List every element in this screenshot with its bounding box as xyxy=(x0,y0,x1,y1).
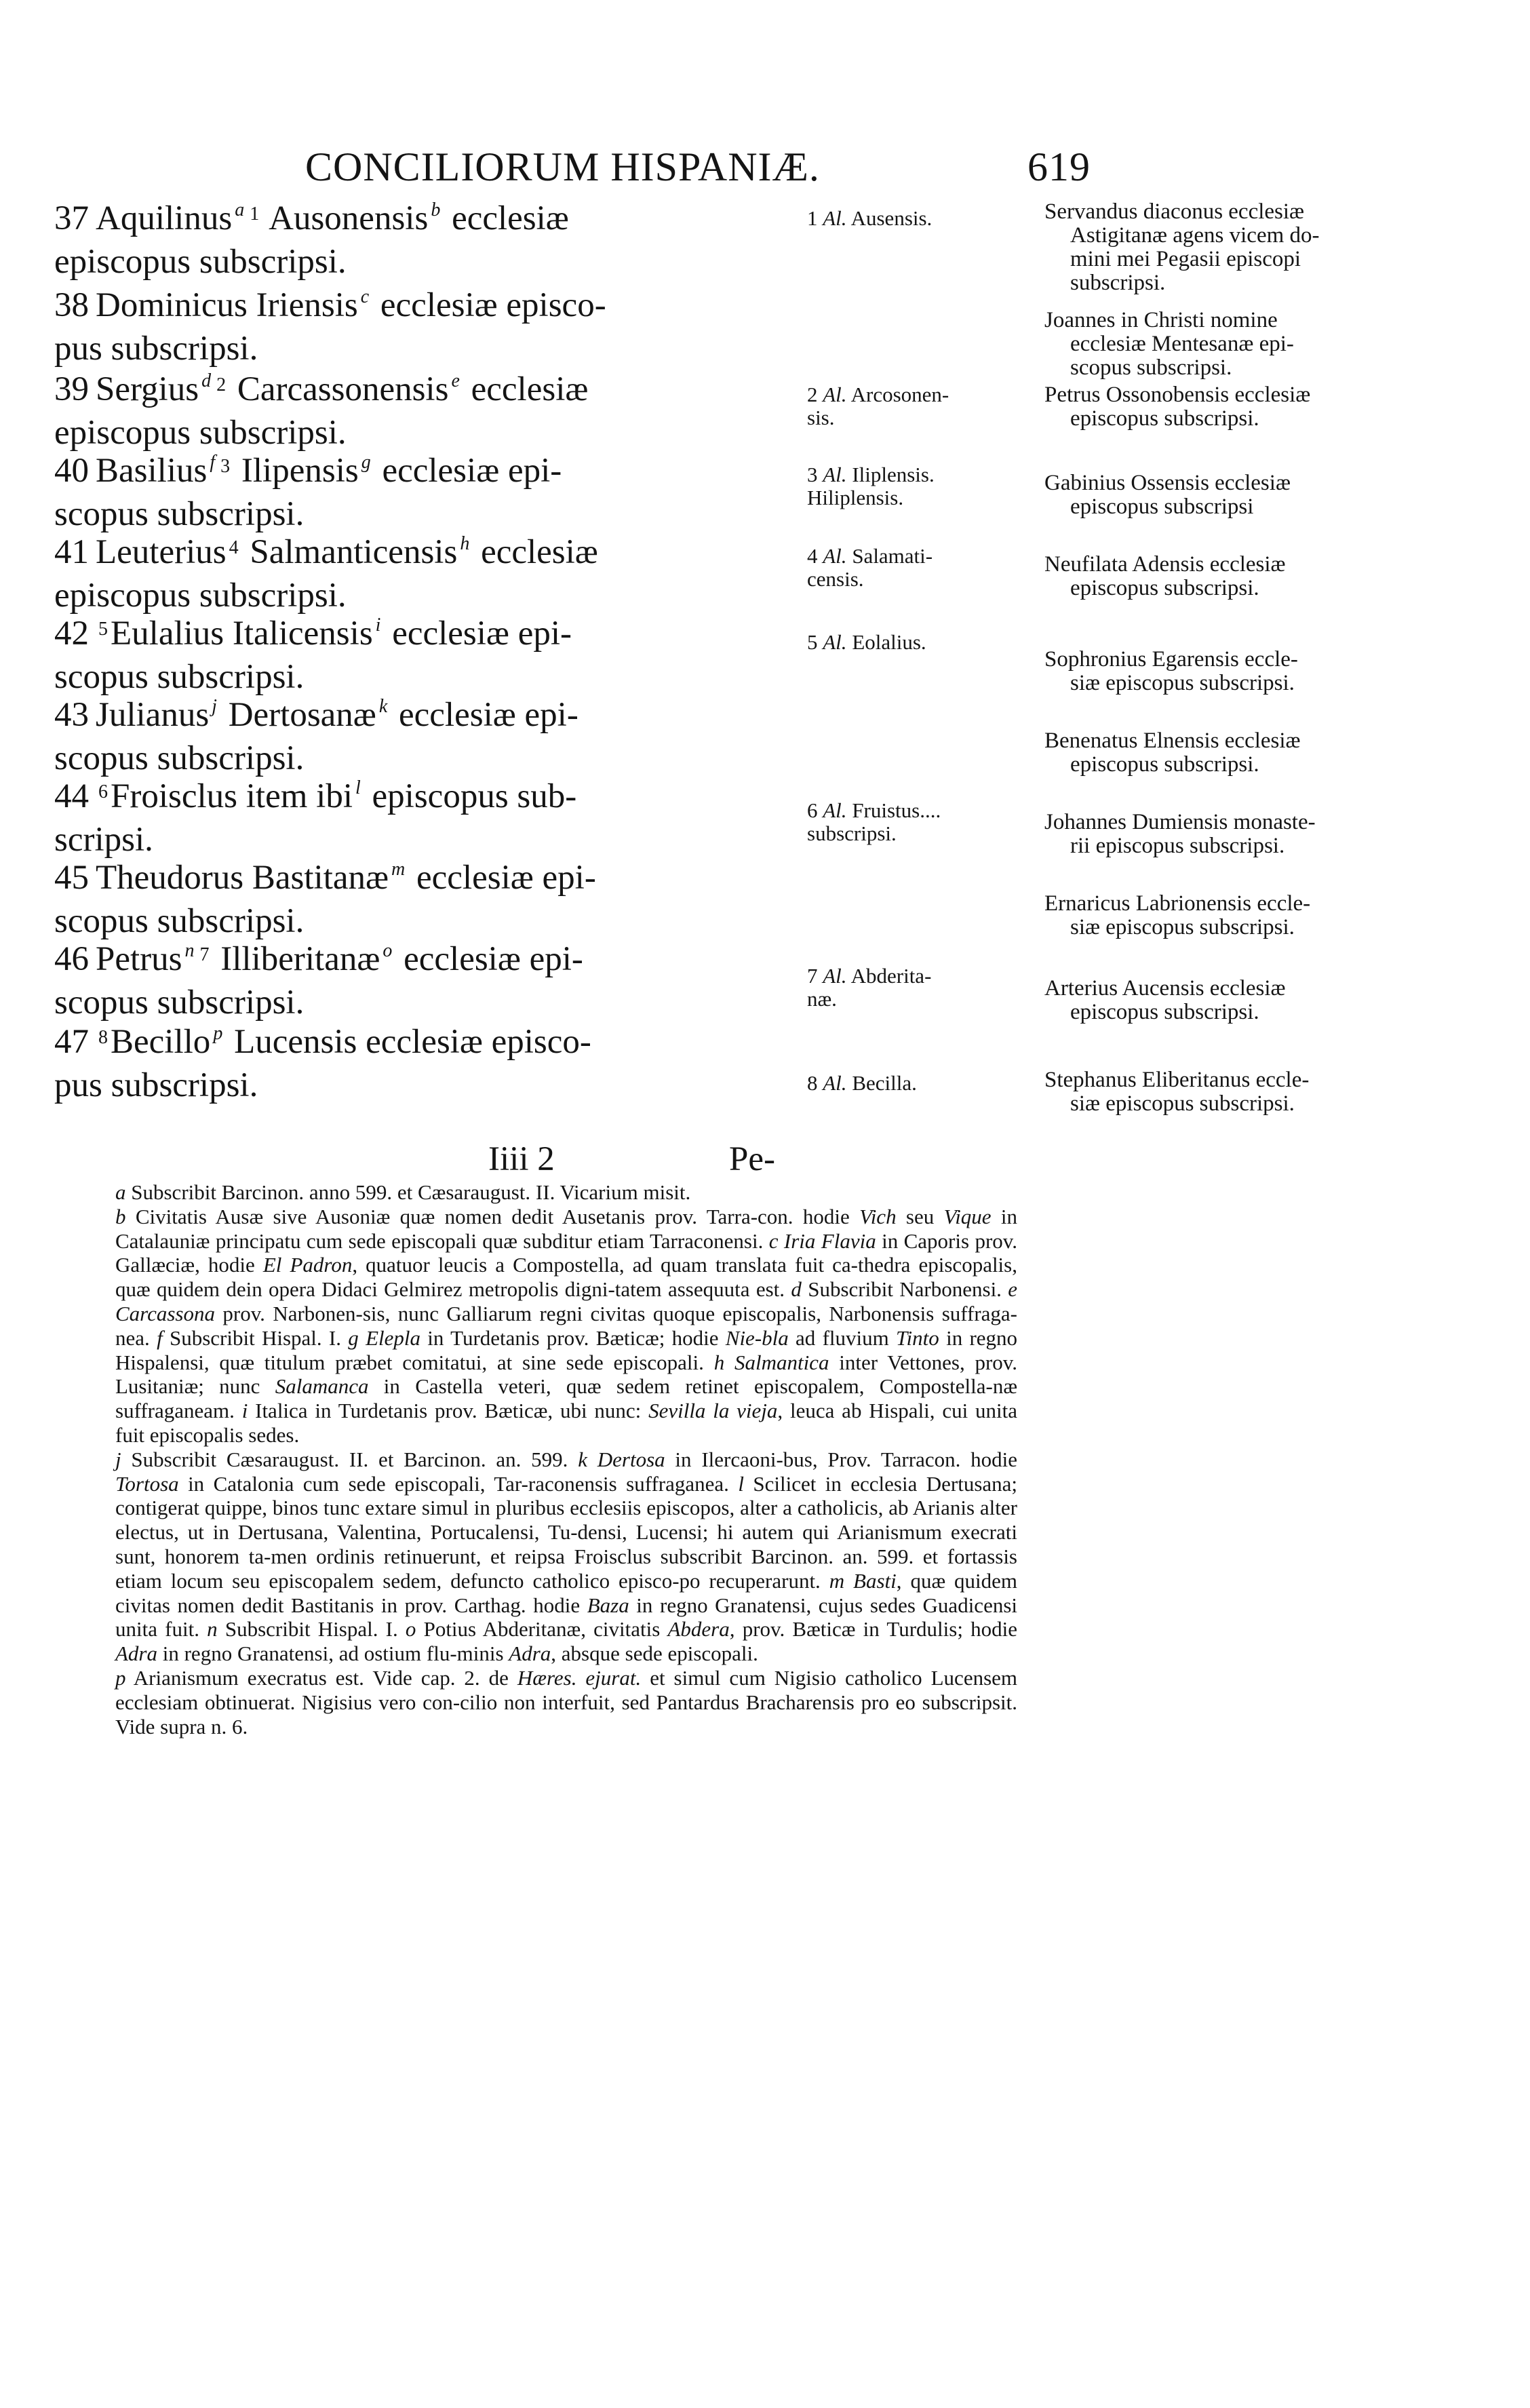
side-signatory-continuation: episcopus subscripsi. xyxy=(1070,752,1259,777)
footnote-marker: b xyxy=(431,199,441,220)
entry-text: ecclesiæ xyxy=(471,370,589,408)
variant-text-continued: censis. xyxy=(807,567,864,591)
side-signatory-continuation: Astigitanæ agens vicem do- xyxy=(1070,223,1320,248)
bishop-name: Sergius xyxy=(96,370,199,408)
footnote-marker: c xyxy=(360,286,370,307)
variant-text: Arcosonen- xyxy=(850,383,949,406)
side-signatory-first-line: Sophronius Egarensis eccle- xyxy=(1044,647,1298,672)
footnote-marker: f xyxy=(210,452,216,473)
footnote-marker: p xyxy=(213,1023,223,1044)
variant-marker: 7 xyxy=(199,944,210,965)
side-signatory-entry xyxy=(1044,1068,1400,1116)
side-signatory-first-line: Neufilata Adensis ecclesiæ xyxy=(1044,552,1286,577)
footnote-marker: o xyxy=(382,940,393,961)
entry-text: ecclesiæ epi- xyxy=(392,615,572,653)
side-signatory-entry xyxy=(1044,553,1400,600)
variant-al: Al. xyxy=(823,1071,847,1095)
side-signatory-first-line: Servandus diaconus ecclesiæ xyxy=(1044,199,1305,224)
entry-text: ecclesiæ xyxy=(452,199,569,237)
entry-number: 38 xyxy=(54,286,89,324)
entry-text: ecclesiæ epi- xyxy=(416,859,596,897)
side-signatory-first-line: Joannes in Christi nomine xyxy=(1044,308,1278,332)
signatory-entry xyxy=(54,1020,591,1107)
variant-reading xyxy=(807,383,1017,429)
footnote-marker: m xyxy=(391,859,406,880)
entry-number: 46 xyxy=(54,940,89,978)
footnote-marker: h xyxy=(460,533,470,554)
entry-continuation: pus subscripsi. xyxy=(54,330,258,368)
signatory-entry xyxy=(54,612,572,699)
side-signatory-first-line: Arterius Aucensis ecclesiæ xyxy=(1044,976,1286,1001)
variant-marker: 3 xyxy=(220,456,231,477)
footnote-marker: g xyxy=(361,452,371,473)
variant-number: 6 xyxy=(807,798,818,822)
side-signatory-continuation: episcopus subscripsi. xyxy=(1070,406,1259,431)
entry-number: 39 xyxy=(54,370,89,408)
variant-number: 4 xyxy=(807,544,818,568)
entry-continuation: episcopus subscripsi. xyxy=(54,414,347,452)
entry-continuation: scopus subscripsi. xyxy=(54,495,305,533)
variant-text-continued: Hiliplensis. xyxy=(807,486,904,509)
entry-number: 45 xyxy=(54,859,89,897)
footnote-j: j Subscribit Cæsaraugust. II. et Barcinon. an. 599. k Dertosa in Ilercaoni-bus, Prov. Tarracon. hodie Tortosa in Catalonia cum sede episcopali, Tar-raconensis suffraganea. l Scilicet in ecclesia Dertusana; contigerat quippe, binos tunc extare simul in pluribus ecclesiis episcopos, alter a catholicis, ab Arianis alter electus, ut in Dertusana, Valentina, Portucalensi, Tu-densi, Lucensi; hi autem qui Arianismum execrati sunt, honorem ta-men ordinis retinuerunt, et reipsa Froisclus subscribit Barcinon. an. 599. et fortassis etiam locum seu episcopalem sedem, defuncto catholico episco-po recuperarunt. m Basti, quæ quidem civitas nomen dedit Bastitanis in prov. Carthag. hodie Baza in regno Granatensi, cujus sedes Guadicensi unita fuit. n Subscribit Hispal. I. o Potius Abderitanæ, civitatis Abdera, prov. Bæticæ in Turdulis; hodie Adra in regno Granatensi, ad ostium flu-minis Adra, absque sede episcopali. xyxy=(115,1447,1018,1666)
footnote-marker: e xyxy=(451,370,460,391)
entry-continuation: scripsi. xyxy=(54,821,153,859)
signatory-entry xyxy=(54,530,598,617)
variant-number: 1 xyxy=(807,206,818,230)
side-signatory-entry xyxy=(1044,729,1400,777)
side-signatory-continuation: episcopus subscripsi xyxy=(1070,494,1254,519)
entry-continuation: pus subscripsi. xyxy=(54,1066,258,1104)
bishop-name: Petrus xyxy=(96,940,182,978)
footnote-marker: l xyxy=(355,777,361,798)
footnote-marker: j xyxy=(212,696,217,717)
variant-reading xyxy=(807,1072,1017,1095)
variant-text: Becilla. xyxy=(852,1071,917,1095)
entry-continuation: scopus subscripsi. xyxy=(54,902,305,940)
variant-reading xyxy=(807,799,1017,845)
variant-al: Al. xyxy=(823,383,847,406)
signatory-entry xyxy=(54,775,576,861)
footnote-p: p Arianismum execratus est. Vide cap. 2. de Hæres. ejurat. et simul cum Nigisio catholico Lucensem ecclesiam obtinuerat. Nigisius vero con-cilio non interfuit, sed Pantardus Bracharensis pro eo subscripsit. Vide supra n. 6. xyxy=(115,1665,1018,1739)
entry-continuation: episcopus subscripsi. xyxy=(54,577,347,615)
variant-number: 2 xyxy=(807,383,818,406)
see-name: Bastitanæ xyxy=(252,859,389,897)
side-signatory-continuation: siæ episcopus subscripsi. xyxy=(1070,671,1295,695)
entry-text: ecclesiæ episco- xyxy=(380,286,606,324)
side-signatory-continuation: rii episcopus subscripsi. xyxy=(1070,834,1285,858)
page-title: CONCILIORUM HISPANIÆ. xyxy=(305,144,820,189)
variant-text: Salamati- xyxy=(852,544,933,568)
entry-number: 37 xyxy=(54,199,89,237)
side-signatory-first-line: Ernaricus Labrionensis eccle- xyxy=(1044,891,1311,916)
entry-text: ecclesiæ xyxy=(481,533,598,571)
side-signatory-first-line: Petrus Ossonobensis ecclesiæ xyxy=(1044,383,1311,407)
variant-marker: 8 xyxy=(98,1027,108,1048)
variant-al: Al. xyxy=(823,544,847,568)
see-name: Dertosanæ xyxy=(228,696,376,734)
variant-text: Fruistus.... xyxy=(852,798,941,822)
bishop-name: Froisclus item ibi xyxy=(111,777,353,815)
entry-text: ecclesiæ epi- xyxy=(382,452,562,490)
side-signatory-continuation: siæ episcopus subscripsi. xyxy=(1070,915,1295,939)
variant-marker: 1 xyxy=(250,203,260,225)
footnote-marker: d xyxy=(201,370,212,391)
variant-number: 7 xyxy=(807,964,818,988)
side-signatory-first-line: Stephanus Eliberitanus eccle- xyxy=(1044,1068,1310,1092)
signatory-entry xyxy=(54,368,588,454)
footnote-marker: n xyxy=(184,940,195,961)
signatory-entry xyxy=(54,693,578,780)
variant-number: 5 xyxy=(807,630,818,654)
see-name: Ausonensis xyxy=(269,199,429,237)
variant-number: 3 xyxy=(807,463,818,486)
bishop-name: Becillo xyxy=(111,1023,211,1061)
side-signatory-continuation: episcopus subscripsi. xyxy=(1070,1000,1259,1024)
side-signatory-entry xyxy=(1044,309,1400,380)
side-signatory-entry xyxy=(1044,200,1400,295)
variant-al: Al. xyxy=(823,630,847,654)
footnotes xyxy=(115,1180,1017,1739)
variant-reading xyxy=(807,631,1017,654)
variant-text: Eolalius. xyxy=(852,630,926,654)
footnote-marker: k xyxy=(378,696,388,717)
see-name: Salmanticensis xyxy=(250,533,458,571)
footnote-a: a Subscribit Barcinon. anno 599. et Cæsaraugust. II. Vicarium misit. xyxy=(115,1180,691,1204)
bishop-name: Aquilinus xyxy=(96,199,233,237)
entry-number: 44 xyxy=(54,777,89,815)
entry-number: 47 xyxy=(54,1023,89,1061)
signature-line xyxy=(488,1140,773,1179)
side-signatory-continuation: mini mei Pegasii episcopi xyxy=(1070,247,1301,271)
signatory-entry xyxy=(54,284,606,370)
signatory-entry xyxy=(54,197,569,284)
side-signatory-continuation: ecclesiæ Mentesanæ epi- xyxy=(1070,332,1294,356)
variant-marker: 5 xyxy=(98,619,108,640)
variant-reading xyxy=(807,207,1017,230)
bishop-name: Theudorus xyxy=(96,859,244,897)
variant-text: Iliplensis. xyxy=(852,463,935,486)
entry-text: ecclesiæ epi- xyxy=(399,696,578,734)
footnote-b: b Civitatis Ausæ sive Ausoniæ quæ nomen dedit Ausetanis prov. Tarra-con. hodie Vich seu Vique in Catalauniæ principatu cum sede episcopali quæ subditur etiam Tarraconensi. c Iria Flavia in Caporis prov. Gallæciæ, hodie El Padron, quatuor leucis a Compostella, ad quam translata fuit ca-thedra episcopalis, quæ quidem dein opera Didaci Gelmirez metropolis digni-tatem assequuta est. d Subscribit Narbonensi. e Carcassona prov. Narbonen-sis, nunc Galliarum regni civitas quoque episcopalis, Narbonensis suffraga-nea. f Subscribit Hispal. I. g Elepla in Turdetanis prov. Bæticæ; hodie Nie-bla ad fluvium Tinto in regno Hispalensi, quæ titulum præbet comitatui, at sine sede episcopali. h Salmantica inter Vettones, prov. Lusitaniæ; nunc Salamanca in Castella veteri, quæ sedem retinet episcopalem, Compostella-næ suffraganeam. i Italica in Turdetanis prov. Bæticæ, ubi nunc: Sevilla la vieja, leuca ab Hispali, cui unita fuit episcopalis sedes. xyxy=(115,1204,1018,1447)
variant-al: Al. xyxy=(823,206,847,230)
side-signatory-continuation: subscripsi. xyxy=(1070,271,1166,295)
side-signatory-entry xyxy=(1044,383,1400,431)
entry-number: 41 xyxy=(54,533,89,571)
variant-marker: 2 xyxy=(216,374,227,395)
variant-number: 8 xyxy=(807,1071,818,1095)
signatory-entry xyxy=(54,449,562,536)
side-signatory-first-line: Gabinius Ossensis ecclesiæ xyxy=(1044,471,1291,495)
entry-text: episcopus sub- xyxy=(372,777,577,815)
bishop-name: Basilius xyxy=(96,452,208,490)
entry-text: ecclesiæ episco- xyxy=(366,1023,591,1061)
entry-number: 40 xyxy=(54,452,89,490)
page-number: 619 xyxy=(1027,144,1091,189)
side-signatory-first-line: Benenatus Elnensis ecclesiæ xyxy=(1044,729,1301,753)
variant-reading xyxy=(807,463,1017,509)
side-signatory-entry xyxy=(1044,811,1400,858)
catchword: Pe- xyxy=(729,1140,775,1178)
variant-al: Al. xyxy=(823,463,847,486)
bishop-name: Eulalius xyxy=(111,615,224,653)
bishop-name: Leuterius xyxy=(96,533,227,571)
side-signatory-entry xyxy=(1044,977,1400,1024)
see-name: Iriensis xyxy=(256,286,358,324)
signature-mark: Iiii 2 xyxy=(488,1140,555,1178)
bishop-name: Dominicus xyxy=(96,286,248,324)
side-signatory-first-line: Johannes Dumiensis monaste- xyxy=(1044,810,1316,834)
see-name: Illiberitanæ xyxy=(220,940,380,978)
footnote-marker: a xyxy=(235,199,245,220)
see-name: Ilipensis xyxy=(241,452,359,490)
footnote-marker: i xyxy=(375,615,381,636)
entry-continuation: scopus subscripsi. xyxy=(54,658,305,696)
see-name: Lucensis xyxy=(234,1023,357,1061)
variant-marker: 6 xyxy=(98,781,108,802)
side-signatory-entry xyxy=(1044,471,1400,519)
signatory-entry xyxy=(54,856,596,943)
bishop-name: Julianus xyxy=(96,696,210,734)
variant-text: Ausensis. xyxy=(850,206,933,230)
entry-number: 42 xyxy=(54,615,89,653)
variant-text-continued: næ. xyxy=(807,987,837,1011)
side-signatory-continuation: scopus subscripsi. xyxy=(1070,355,1232,380)
see-name: Italicensis xyxy=(232,615,373,653)
entry-continuation: scopus subscripsi. xyxy=(54,739,305,777)
see-name: Carcassonensis xyxy=(237,370,449,408)
entry-continuation: episcopus subscripsi. xyxy=(54,243,347,281)
signatory-entry xyxy=(54,937,583,1024)
side-signatory-entry xyxy=(1044,892,1400,939)
variant-text-continued: sis. xyxy=(807,406,835,429)
variant-text: Abderita- xyxy=(850,964,932,988)
variant-reading xyxy=(807,545,1017,591)
variant-al: Al. xyxy=(823,798,847,822)
entry-text: ecclesiæ epi- xyxy=(404,940,583,978)
variant-text-continued: subscripsi. xyxy=(807,821,897,845)
entry-number: 43 xyxy=(54,696,89,734)
variant-marker: 4 xyxy=(229,537,239,558)
side-signatory-entry xyxy=(1044,648,1400,695)
side-signatory-continuation: episcopus subscripsi. xyxy=(1070,576,1259,600)
side-signatory-continuation: siæ episcopus subscripsi. xyxy=(1070,1091,1295,1116)
entry-continuation: scopus subscripsi. xyxy=(54,984,305,1022)
variant-al: Al. xyxy=(823,964,847,988)
variant-reading xyxy=(807,965,1017,1011)
